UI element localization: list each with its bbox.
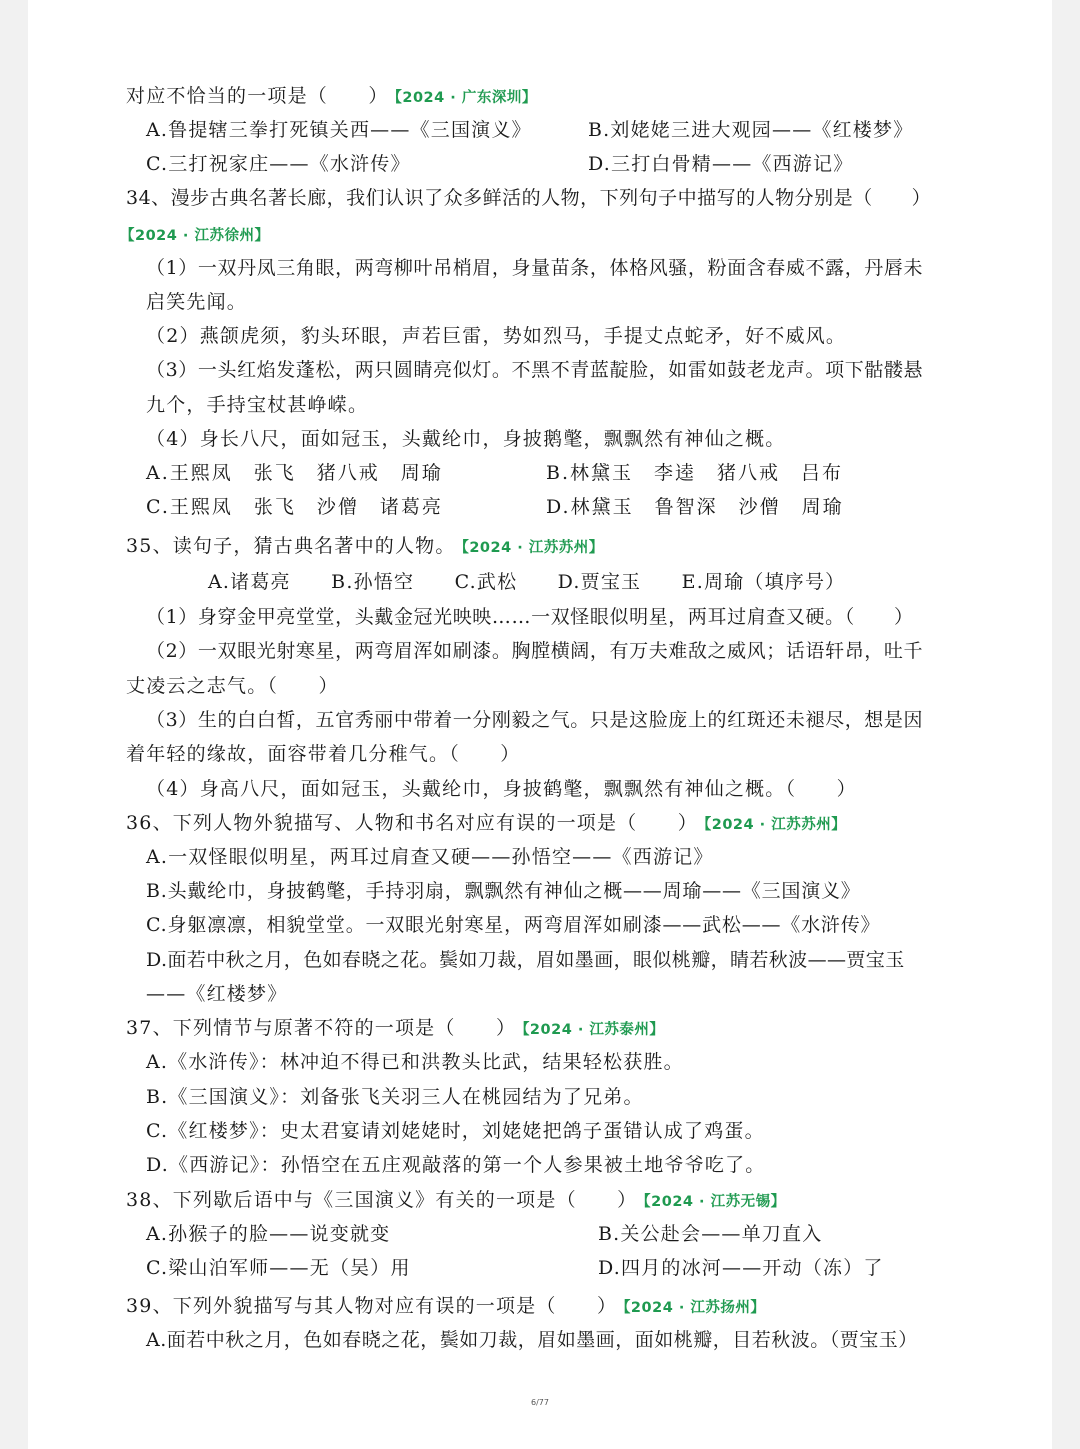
q34-source-tag: 【2024 · 江苏徐州】: [120, 228, 270, 244]
q34-sentence-3b: 九个，手持宝杖甚峥嵘。: [146, 394, 369, 416]
q38-stem: [126, 1187, 786, 1215]
q36-stem: [126, 810, 846, 838]
q34-sentence-3a: （3）一头红焰发蓬松，两只圆睛亮似灯。不黑不青蓝靛脸，如雷如鼓老龙声。项下骷髅悬: [146, 359, 924, 381]
q35-stem-text: 35、读句子，猜古典名著中的人物。: [126, 535, 456, 557]
document-page: [28, 0, 1052, 1449]
q37-stem: [126, 1015, 664, 1043]
q38-option-d: D.四月的冰河——开动（冻）了: [598, 1257, 884, 1279]
q39-stem: [126, 1293, 765, 1321]
q36-option-a: A.一双怪眼似明星，两耳过肩查又硬——孙悟空——《西游记》: [146, 846, 714, 868]
q36-stem-text: 36、下列人物外貌描写、人物和书名对应有误的一项是（ ）: [126, 812, 698, 834]
q34-sentence-4: （4）身长八尺，面如冠玉，头戴纶巾，身披鹅氅，飘飘然有神仙之概。: [146, 428, 786, 450]
q33-option-d: D.三打白骨精——《西游记》: [588, 153, 854, 175]
q39-stem-text: 39、下列外貌描写与其人物对应有误的一项是（ ）: [126, 1295, 618, 1317]
q37-option-d: D.《西游记》：孙悟空在五庄观敲落的第一个人参果被土地爷爷吃了。: [146, 1154, 766, 1176]
q37-stem-text: 37、下列情节与原著不符的一项是（ ）: [126, 1017, 517, 1039]
q35-sentence-2b: 丈凌云之志气。（ ）: [126, 675, 339, 697]
q35-sentence-1: （1）身穿金甲亮堂堂，头戴金冠光映映……一双怪眼似明星，两耳过肩查又硬。（ ）: [146, 606, 914, 628]
q39-source-tag: 【2024 · 江苏扬州】: [623, 1300, 766, 1316]
q34-source-tag-line: [120, 221, 269, 249]
q36-source-tag: 【2024 · 江苏苏州】: [703, 817, 847, 833]
q36-option-d-line2: ——《红楼梦》: [146, 983, 288, 1005]
q38-source-tag: 【2024 · 江苏无锡】: [643, 1194, 786, 1210]
q38-stem-text: 38、下列歇后语中与《三国演义》有关的一项是（ ）: [126, 1189, 638, 1211]
q34-sentence-1b: 启笑先闻。: [146, 291, 248, 313]
q35-stem: [126, 533, 604, 561]
q34-sentence-1a: （1）一双丹凤三角眼，两弯柳叶吊梢眉，身量苗条，体格风骚，粉面含春威不露，丹唇未: [146, 257, 924, 279]
q36-option-c: C.身躯凛凛，相貌堂堂。一双眼光射寒星，两弯眉浑如刷漆——武松——《水浒传》: [146, 914, 881, 936]
q38-option-a: A.孙猴子的脸——说变就变: [146, 1223, 391, 1245]
q36-option-b: B.头戴纶巾，身披鹤氅，手持羽扇，飘飘然有神仙之概——周瑜——《三国演义》: [146, 880, 861, 902]
page-number: 6/77: [531, 1398, 549, 1407]
q34-option-b: B.林黛玉 李逵 猪八戒 吕布: [546, 462, 844, 484]
q35-options: A.诸葛亮 B.孙悟空 C.武松 D.贾宝玉 E.周瑜（填序号）: [208, 571, 846, 593]
q37-option-c: C.《红楼梦》：史太君宴请刘姥姥时，刘姥姥把鸽子蛋错认成了鸡蛋。: [146, 1120, 765, 1142]
q33-stem-text: 对应不恰当的一项是（ ）: [126, 85, 389, 107]
q35-sentence-3a: （3）生的白白皙，五官秀丽中带着一分刚毅之气。只是这脸庞上的红斑还未褪尽，想是因: [146, 709, 924, 731]
q37-source-tag: 【2024 · 江苏泰州】: [522, 1022, 665, 1038]
q39-option-a: A.面若中秋之月，色如春晓之花，鬓如刀裁，眉如墨画，面如桃瓣，目若秋波。（贾宝玉）: [146, 1329, 918, 1351]
q35-sentence-2a: （2）一双眼光射寒星，两弯眉浑如刷漆。胸膛横阔，有万夫难敌之威风；话语轩昂，吐千: [146, 640, 924, 662]
q34-option-a: A.王熙凤 张飞 猪八戒 周瑜: [146, 462, 443, 484]
q33-stem: [126, 83, 537, 111]
q34-stem: 34、漫步古典名著长廊，我们认识了众多鲜活的人物，下列句子中描写的人物分别是（ ）: [126, 187, 932, 209]
q37-option-a: A.《水浒传》：林冲迫不得已和洪教头比武，结果轻松获胜。: [146, 1051, 684, 1073]
q34-option-d: D.林黛玉 鲁智深 沙僧 周瑜: [546, 496, 844, 518]
q38-option-b: B.关公赴会——单刀直入: [598, 1223, 823, 1245]
q33-source-tag: 【2024 · 广东深圳】: [394, 90, 537, 106]
q36-option-d-line1: D.面若中秋之月，色如春晓之花。鬓如刀裁，眉如墨画，眼似桃瓣，睛若秋波——贾宝玉: [146, 949, 905, 971]
q34-sentence-2: （2）燕颌虎须，豹头环眼，声若巨雷，势如烈马，手提丈点蛇矛，好不威风。: [146, 325, 847, 347]
q33-option-a: A.鲁提辖三拳打死镇关西——《三国演义》: [146, 119, 532, 141]
q33-option-b: B.刘姥姥三进大观园——《红楼梦》: [588, 119, 914, 141]
q34-option-c: C.王熙凤 张飞 沙僧 诸葛亮: [146, 496, 443, 518]
q35-sentence-3b: 着年轻的缘故，面容带着几分稚气。（ ）: [126, 743, 521, 765]
q38-option-c: C.梁山泊军师——无（吴）用: [146, 1257, 411, 1279]
q35-sentence-4: （4）身高八尺，面如冠玉，头戴纶巾，身披鹤氅，飘飘然有神仙之概。（ ）: [146, 778, 857, 800]
q33-option-c: C.三打祝家庄——《水浒传》: [146, 153, 411, 175]
q35-source-tag: 【2024 · 江苏苏州】: [461, 540, 604, 556]
q37-option-b: B.《三国演义》：刘备张飞关羽三人在桃园结为了兄弟。: [146, 1086, 644, 1108]
